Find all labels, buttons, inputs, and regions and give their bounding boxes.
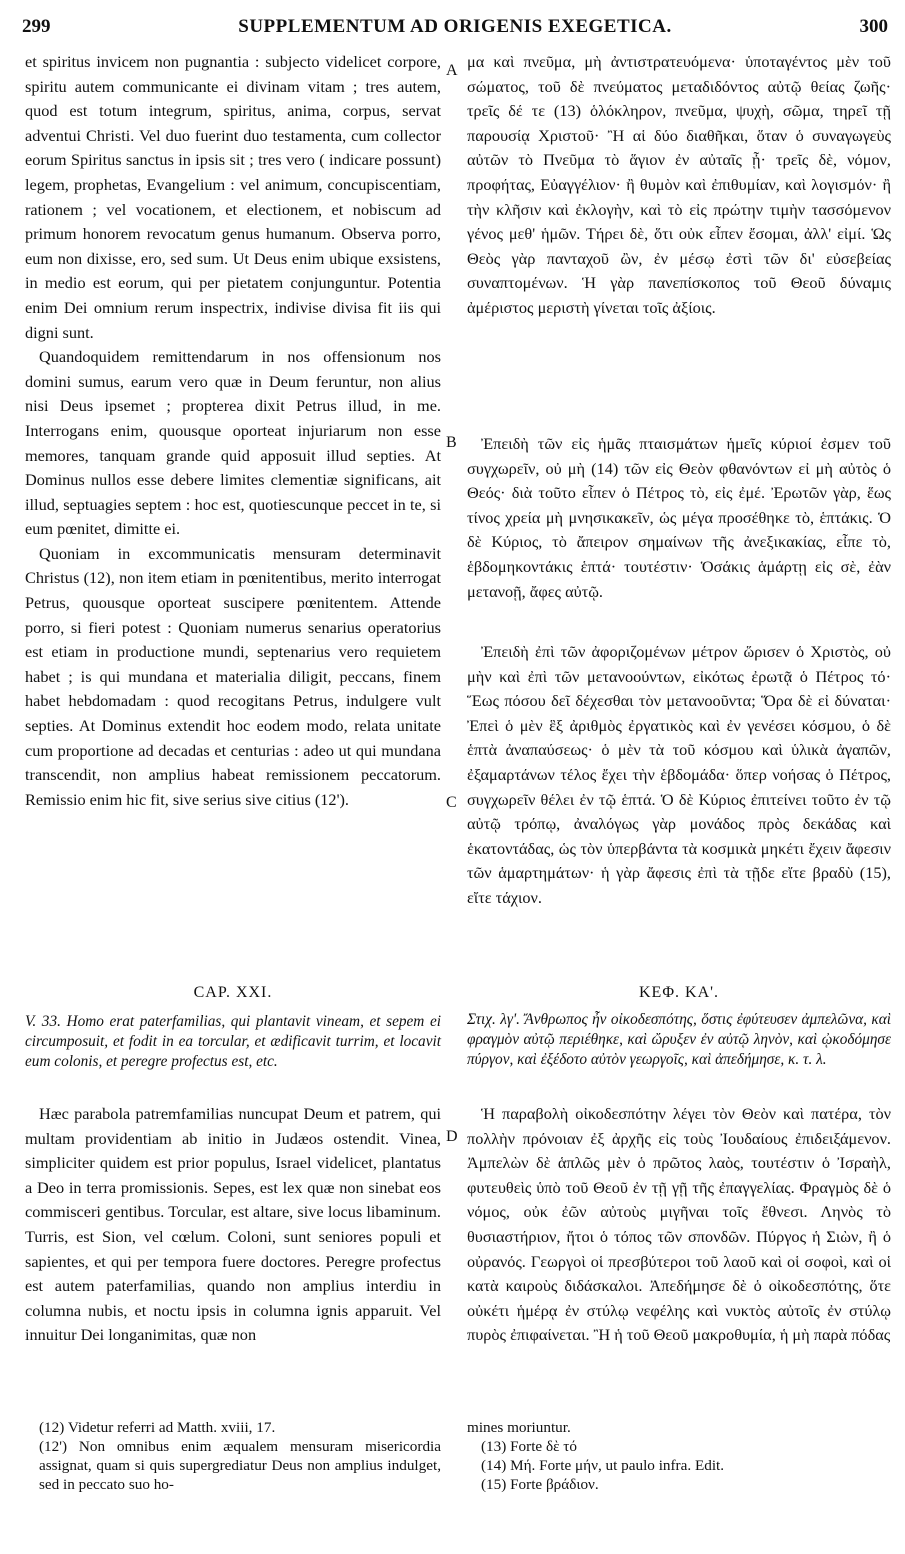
footnote-13: (13) Forte δὲ τό (481, 1438, 577, 1455)
greek-column-lower (467, 640, 891, 911)
page-number-left: 299 (22, 16, 51, 37)
column-marker-a: A (446, 62, 458, 79)
footnotes-right (467, 1418, 891, 1494)
column-marker-d: D (446, 1128, 458, 1145)
greek-column-bottom (467, 1102, 891, 1348)
column-marker-c: C (446, 794, 457, 811)
running-title: SUPPLEMENTUM AD ORIGENIS EXEGETICA. (238, 16, 672, 37)
latin-column-bottom (25, 1102, 441, 1348)
latin-paragraph-2: Quandoquidem remittendarum in nos offensionum nos domini sumus, earum vero quæ in Deum feruntur, non alius nisi Deus ipsemet ; propterea dixit Petrus illud, in me. Interrogans enim, quousque oporteat injuriarum non esse memores, tanquam grande quid apposuit illud septies. At Dominus nullos esse debere limites clementiæ significans, ait illud, septuagies septem : hoc est, quotiescunque peccet in te, si eum pœnitet, dimitte ei. (25, 347, 441, 539)
greek-paragraph-3: Ἐπειδὴ ἐπὶ τῶν ἀφοριζομένων μέτρον ὥρισεν ὁ Χριστὸς, οὐ μὴν καὶ ἐπὶ τῶν μετανοούντων, εἰκότως ἐρωτᾷ ὁ Πέτρος τό· Ἕως πόσου δεῖ δέχεσθαι τὸν μετανοοῦντα; Ὅρα δὲ εἰ δύναται· Ἐπεὶ ὁ μὲν ἓξ ἀριθμὸς ἐργατικὸς καὶ ἐν γενέσει κόσμου, ὁ δὲ ἑπτὰ ἀναπαύσεως· ὁ μὲν τὰ τοῦ κόσμου καὶ ὑλικὰ ἀγαπῶν, ἐξαμαρτάνων τέλος ἔχει τὴν ἑβδομάδα· ὅπερ νοήσας ὁ Πέτρος, συγχωρεῖν θέλει ἐν τῷ ἑπτά. Ὁ δὲ Κύριος ἐπιτείνει τοῦτο ἐν τῷ αὐτῷ τρόπῳ, ἀναλόγως γὰρ μονάδος πρὸς δεκάδας καὶ ἑκατοντάδας, ὡς τὸν ὑπερβάντα τὰ κοσμικὰ μηκέτι ἔχειν ἄφεσιν τῶν ἁμαρτημάτων· ἡ γὰρ ἄφεσις ἐπὶ τὰ τῇδε εἴτε βραδὺ (15), εἴτε τάχιον. (467, 642, 891, 907)
latin-paragraph-4: Hæc parabola patremfamilias nuncupat Deum et patrem, qui multam providentiam ab initio in Judæos ostendit. Vinea, simpliciter quidem est prior populus, Israel videlicet, plantatus a Deo in terra promissionis. Sepes, est lex quæ non sinebat eos commisceri gentibus. Torcular, est altare, sive locus libaminum. Turris, est Sion, vel cœlum. Coloni, sunt seniores populi et sapientes, et qui per tempora fuere doctores. Peregre profectus est autem paterfamilias, quando non amplius interdiu in columna nubis, et noctu ipsis in columna ignis apparuit. Vel innuitur Dei longanimitas, quæ non (25, 1104, 441, 1345)
footnote-12-prime-continued: mines moriuntur. (467, 1419, 571, 1436)
running-header (22, 16, 888, 42)
footnote-14: (14) Μή. Forte μήν, ut paulo infra. Edit. (481, 1457, 725, 1474)
latin-column-top (25, 50, 441, 812)
latin-paragraph-3: Quoniam in excommunicatis mensuram determinavit Christus (12), non item etiam in pœnitentibus, merito interrogat Petrus, quousque oporteat suscipere pœnitentem. Attende porro, si fieri potest : Quoniam numerus senarius operatorius est etiam in productione mundi, septenarius vero requietem habet ; is qui mundana et materialia diligit, peccans, finem habet hebdomadam : quod recogitans Petrus, indulgere vult septies. At Dominus extendit hoc eodem modo, relata unitate cum proportione ad decadas et centurias : adeo ut qui mundana transcendit, non amplius habeat remissionem peccatorum. Remissio enim hic fit, sive serius sive citius (12'). (25, 543, 441, 809)
greek-paragraph-4: Ἡ παραβολὴ οἰκοδεσπότην λέγει τὸν Θεὸν καὶ πατέρα, τὸν πολλὴν πρόνοιαν ἐξ ἀρχῆς εἰς τοὺς Ἰουδαίους ἐπιδειξάμενον. Ἀμπελὼν δὲ ἁπλῶς μὲν ὁ πρῶτος λαὸς, τουτέστιν ὁ Ἰσραὴλ, φυτευθεὶς ὑπὸ τοῦ Θεοῦ ἐν τῇ γῇ τῆς ἐπαγγελίας. Φραγμὸς δὲ ὁ νόμος, οὐκ ἐῶν αὐτοὺς μιγῆναι τοῖς ἔθνεσι. Ληνὸς τὸ θυσιαστήριον, ἤτοι ὁ τόπος τῶν σπονδῶν. Πύργος ἡ Σιὼν, ἢ ὁ οὐρανός. Γεωργοὶ οἱ πρεσβύτεροι τοῦ λαοῦ καὶ οἱ σοφοὶ, καὶ οἱ κατὰ καιροὺς διδάσκαλοι. Ἀπεδήμησε δὲ ὁ οἰκοδεσπότης, ὅτε οὐκέτι ἡμέρᾳ ἐν στύλῳ νεφέλης καὶ νυκτὸς αὐτοῖς ἐν στύλῳ πυρὸς ἐπιφαίνεται. Ἢ ἡ τοῦ Θεοῦ μακροθυμία, ἡ μὴ παρὰ πόδας (467, 1104, 891, 1345)
page-number-right: 300 (859, 16, 888, 37)
greek-paragraph-1: μα καὶ πνεῦμα, μὴ ἀντιστρατευόμενα· ὑποταγέντος μὲν τοῦ σώματος, τοῦ δὲ πνεύματος μεταδιδόντος αὐτῷ θείας ζωῆς· τρεῖς δέ τε (13) ὁλόκληρον, πνεῦμα, ψυχὴ, σῶμα, τηρεῖ τῇ παρουσίᾳ Χριστοῦ· Ἢ αἱ δύο διαθῆκαι, ὅταν ὁ συναγωγεὺς αὐτῶν τὸ Πνεῦμα τὸ ἅγιον ἐν αὐταῖς ᾖ· τρεῖς δὲ, νόμον, προφήτας, Εὐαγγέλιον· ἢ θυμὸν καὶ ἐπιθυμίαν, καὶ λογισμόν· ἢ τὴν κλῆσιν καὶ ἐκλογὴν, καὶ τὸ εἰς πρώτην τιμὴν τασσόμενον γένος μεθ' ἡμῶν. Τήρει δὲ, ὅτι οὐκ εἶπεν ἔσομαι, ἀλλ' εἰμί. Ὡς Θεὸς γὰρ πανταχοῦ ὢν, ἐν μέσῳ ἐστὶ τῶν δι' εὐσεβείας συναπτομένων. Ἡ γὰρ πανεπίσκοπος τοῦ Θεοῦ δύναμις ἀμέριστος μεριστὴ γίνεται τοῖς ἀξίοις. (467, 52, 891, 317)
footnotes-left (25, 1418, 441, 1494)
greek-verse: Στιχ. λγ'. Ἄνθρωπος ἦν οἰκοδεσπότης, ὅστις ἐφύτευσεν ἀμπελῶνα, καὶ φραγμὸν αὐτῷ περιέθηκε, καὶ ὤρυξεν ἐν αὐτῷ ληνὸν, καὶ ᾠκοδόμησε πύργον, καὶ ἐξέδοτο αὐτὸν γεωργοῖς, καὶ ἀπεδήμησε, κ. τ. λ. (467, 1011, 891, 1068)
column-marker-b: B (446, 434, 457, 451)
greek-column-middle (467, 432, 891, 604)
footnote-12: (12) Videtur referri ad Matth. xviii, 17. (39, 1419, 276, 1436)
footnote-12-prime: (12') Non omnibus enim æqualem mensuram misericordia assignat, quam si quis supergrediatur Deus non amplius indulget, sed in peccato suo ho- (39, 1438, 441, 1493)
latin-paragraph-1: et spiritus invicem non pugnantia : subjecto videlicet corpore, spiritu autem communicante ei divinam vitam ; tres autem, quod est totum integrum, spiritus, anima, corpus, servat adventui Christi. Vel duo fuerint duo testamenta, cum collector eorum Spiritus sanctus in ipsis sit ; tres vero ( indicare possunt) legem, prophetas, Evangelium : vel animum, concupiscentiam, rationem ; vel vocationem, et electionem, et nobiscum ad primum honorem revocatum genus humanum. Observa porro, eum non dixisse, ero, sed sum. Ut Deus enim ubique exsistens, in medio est eorum, qui per pietatem conjunguntur. Potentia enim Dei omnium rerum inspectrix, indivise divisa fit iis qui digni sunt. (25, 52, 441, 342)
latin-verse: V. 33. Homo erat paterfamilias, qui plantavit vineam, et sepem ei circumposuit, et fodit in ea torcular, et ædificavit turrim, et locavit eum colonis, et peregre profectus est, etc. (25, 1013, 441, 1070)
footnote-15: (15) Forte βράδιον. (481, 1476, 599, 1493)
latin-chapter-heading: CAP. XXI. (193, 984, 273, 1001)
greek-paragraph-2: Ἐπειδὴ τῶν εἰς ἡμᾶς πταισμάτων ἡμεῖς κύριοί ἐσμεν τοῦ συγχωρεῖν, οὐ μὴ (14) τῶν εἰς Θεὸν φθανόντων εἰ μὴ αὐτὸς ὁ Θεός· διὰ τοῦτο εἶπεν ὁ Πέτρος τὸ, εἰς ἐμέ. Ἐρωτῶν γὰρ, ἕως τίνος χρεία μὴ μνησικακεῖν, ὡς μέγα προσέθηκε τὸ, ἑπτάκις. Ὁ δὲ Κύριος, τὸ ἄπειρον σημαίνων τῆς ἀνεξικακίας, εἶπε τὸ, ἑβδομηκοντάκις ἑπτά· τουτέστιν· Ὁσάκις ἁμάρτῃ εἰς σὲ, ἐὰν μετανοῇ, ἄφες αὐτῷ. (467, 434, 891, 601)
greek-column-top (467, 50, 891, 321)
greek-chapter-heading: ΚΕΦ. ΚΑ'. (638, 984, 719, 1001)
